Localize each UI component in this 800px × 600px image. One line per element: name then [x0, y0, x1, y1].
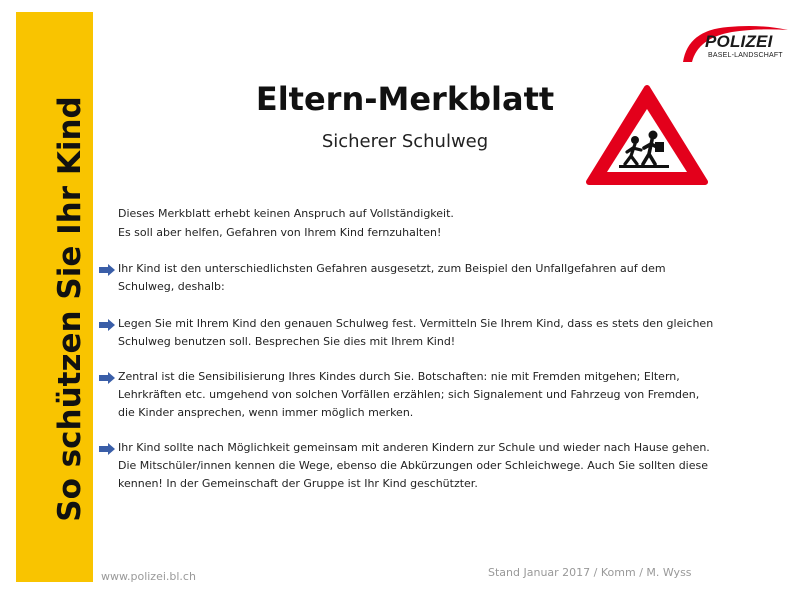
arrow-right-icon [99, 264, 115, 276]
sidebar-banner [16, 12, 93, 582]
website-link[interactable]: www.polizei.bl.ch [101, 570, 196, 583]
intro-line: Dieses Merkblatt erhebt keinen Anspruch auf Vollständigkeit. [118, 207, 454, 220]
list-item: Ihr Kind ist den unterschiedlichsten Gefahren ausgesetzt, zum Beispiel den Unfallgefahren auf dem Schulweg, deshalb: [118, 262, 666, 293]
logo-subline: BASEL-LANDSCHAFT [708, 52, 783, 59]
logo-wordmark: POLIZEI [705, 32, 773, 51]
intro-text [118, 204, 718, 242]
page-subtitle: Sicherer Schulweg [321, 131, 489, 152]
intro-line: Es soll aber helfen, Gefahren von Ihrem Kind fernzuhalten! [118, 226, 442, 239]
children-crossing-sign [585, 84, 709, 191]
list-item: Zentral ist die Sensibilisierung Ihres Kindes durch Sie. Botschaften: nie mit Fremden mitgehen; Eltern, Lehrkräften etc. umgehend von solchen Vorfällen erzählen; sich Signalement und Fahrzeug von Fremden, die Kinder ansprechen, wenn immer möglich merken. [118, 370, 700, 419]
police-logo [680, 22, 790, 64]
children-crossing-warning-icon [585, 84, 709, 186]
arrow-right-icon [99, 372, 115, 384]
arrow-right-icon [99, 319, 115, 331]
list-item: Ihr Kind sollte nach Möglichkeit gemeinsam mit anderen Kindern zur Schule und wieder nach Hause gehen. Die Mitschüler/innen kennen die Wege, ebenso die Abkürzungen oder Schleichwege. Auch Sie sollten diese kennen! In der Gemeinschaft der Gruppe ist Ihr Kind geschützter. [118, 441, 710, 490]
list-item: Legen Sie mit Ihrem Kind den genauen Schulweg fest. Vermitteln Sie Ihrem Kind, dass es stets den gleichen Schulweg benutzen soll. Besprechen Sie dies mit Ihrem Kind! [118, 317, 714, 348]
arrow-right-icon [99, 443, 115, 455]
document-stand: Stand Januar 2017 / Komm / M. Wyss [488, 566, 692, 579]
sidebar-slogan: So schützen Sie Ihr Kind [52, 96, 88, 522]
page-title: Eltern-Merkblatt [255, 80, 555, 118]
